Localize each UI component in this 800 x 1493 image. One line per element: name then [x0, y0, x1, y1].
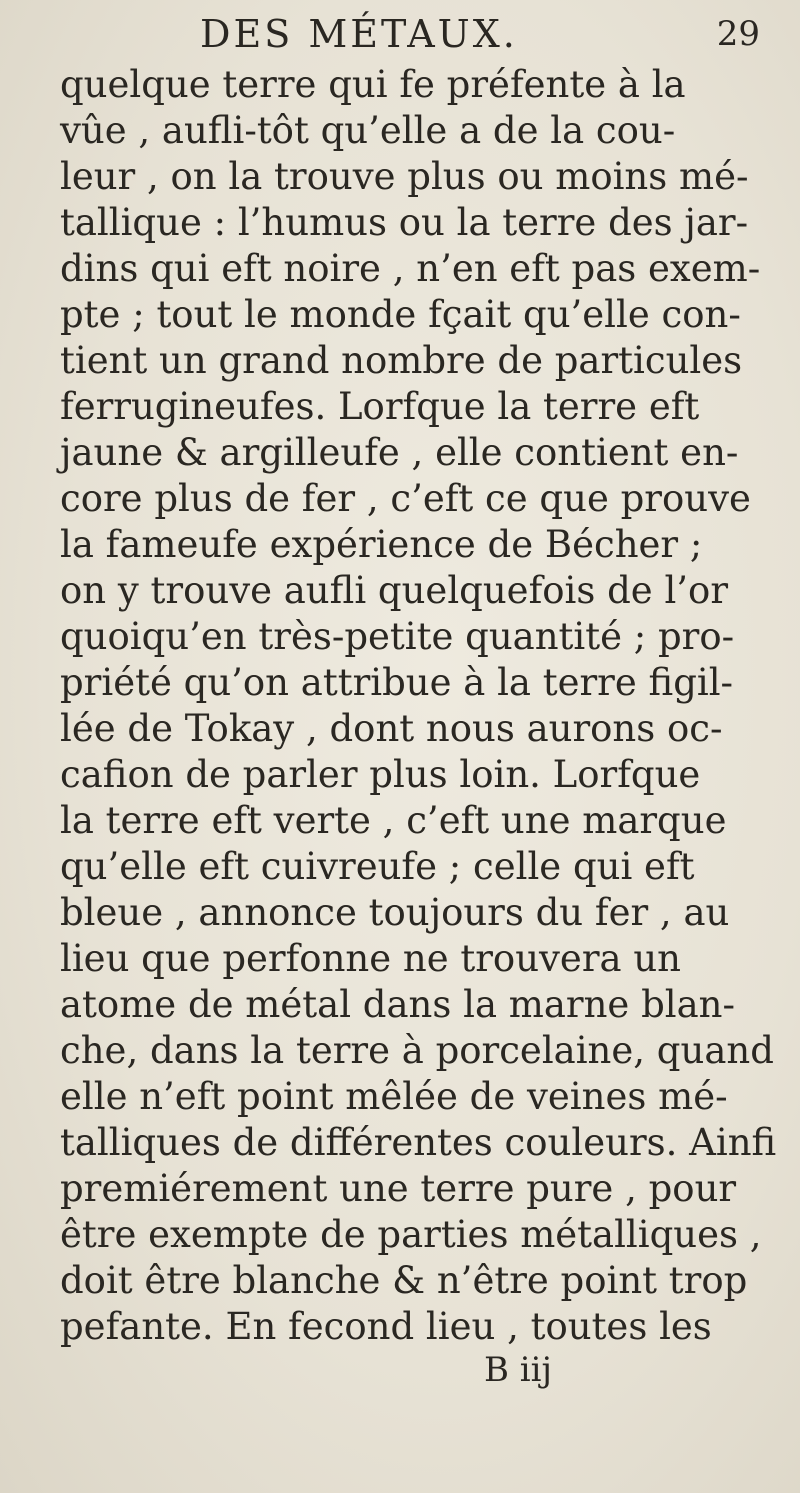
text-line: premiérement une terre pure , pour: [60, 1167, 737, 1210]
text-line: jaune & argilleufe , elle contient en-: [60, 431, 739, 474]
text-line: dins qui eft noire , n’en eft pas exem-: [60, 247, 761, 290]
page-header: [200, 12, 780, 58]
text-line: quoiqu’en très-petite quantité ; pro-: [60, 615, 735, 658]
text-line: la fameufe expérience de Bécher ;: [60, 523, 703, 566]
text-line: tallique : l’humus ou la terre des jar-: [60, 201, 749, 244]
text-line: vûe , aufli-tôt qu’elle a de la cou-: [60, 109, 676, 152]
text-line: elle n’eft point mêlée de veines mé-: [60, 1075, 728, 1118]
text-line: quelque terre qui fe préfente à la: [60, 63, 686, 106]
text-line: priété qu’on attribue à la terre figil-: [60, 661, 734, 704]
text-line: lée de Tokay , dont nous aurons oc-: [60, 707, 723, 750]
text-line: qu’elle eft cuivreufe ; celle qui eft: [60, 845, 695, 888]
text-line: leur , on la trouve plus ou moins mé-: [60, 155, 749, 198]
text-line: être exempte de parties métalliques ,: [60, 1213, 762, 1256]
text-line: cafion de parler plus loin. Lorfque: [60, 753, 701, 796]
page-number: 29: [716, 14, 760, 54]
text-line: on y trouve aufli quelquefois de l’or: [60, 569, 729, 612]
text-line: pte ; tout le monde fçait qu’elle con-: [60, 293, 741, 336]
text-line: che, dans la terre à porcelaine, quand: [60, 1029, 774, 1072]
text-line: pefante. En fecond lieu , toutes les: [60, 1305, 712, 1348]
text-line: tient un grand nombre de particules: [60, 339, 743, 382]
text-line: la terre eft verte , c’eft une marque: [60, 799, 727, 842]
text-line: doit être blanche & n’être point trop: [60, 1259, 748, 1302]
text-line: core plus de fer , c’eft ce que prouve: [60, 477, 751, 520]
signature-mark: B iij: [484, 1350, 553, 1390]
text-line: atome de métal dans la marne blan-: [60, 983, 735, 1026]
running-title: DES MÉTAUX.: [200, 12, 518, 56]
text-line: ferrugineufes. Lorfque la terre eft: [60, 385, 700, 428]
text-line: lieu que perfonne ne trouvera un: [60, 937, 681, 980]
text-line: bleue , annonce toujours du fer , au: [60, 891, 730, 934]
text-line: talliques de différentes couleurs. Ainfi: [60, 1121, 777, 1164]
